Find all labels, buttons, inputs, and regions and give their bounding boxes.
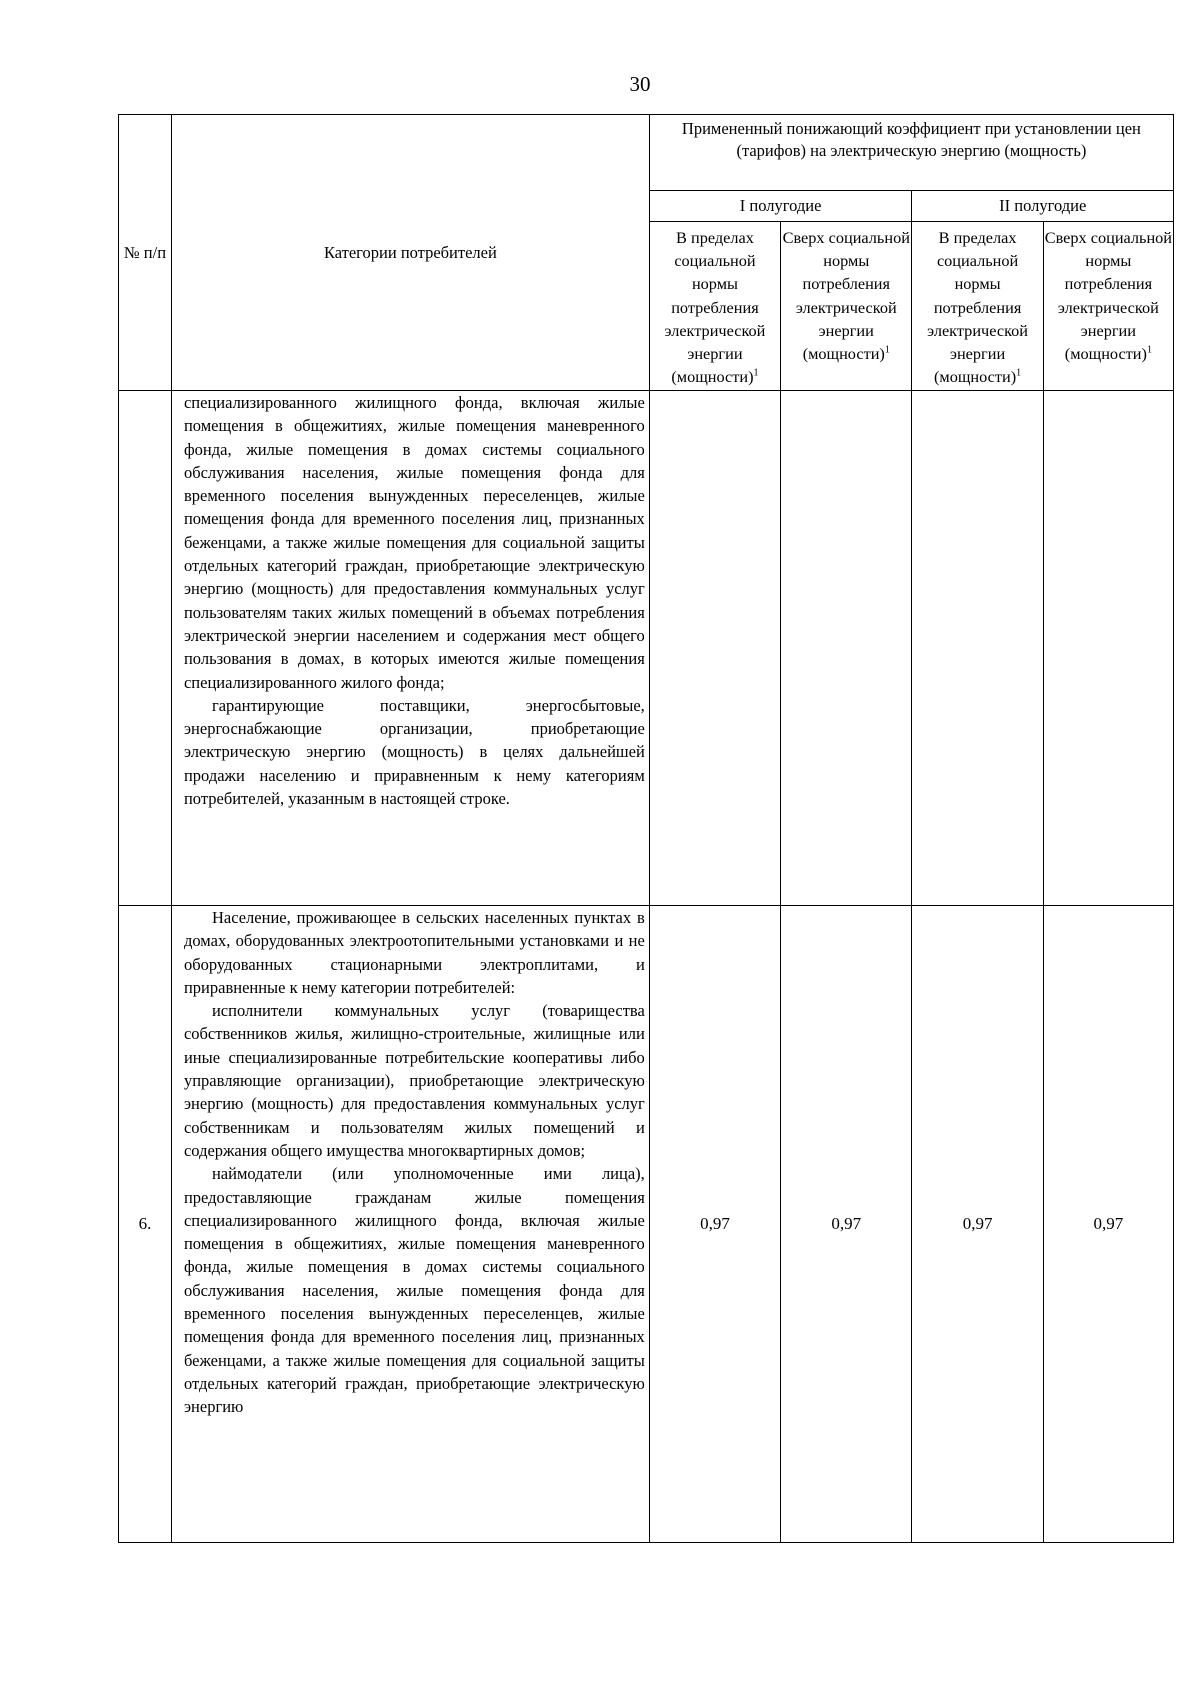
value-h2-above: 0,97 <box>1043 906 1173 1543</box>
row-number <box>119 391 172 906</box>
category-paragraph: исполнители коммунальных услуг (товарищества собственников жилья, жилищно-строительные, жилищные или иные специализированные потребительские кооперативы либо управляющие организации), приобретающие электрическую энергию (мощность) для предоставления коммунальных услуг собственникам и пользователям жилых помещений и содержания общего имущества многоквартирных домов; <box>183 1001 645 1160</box>
category-cell <box>171 391 649 906</box>
footnote-mark: 1 <box>1016 367 1022 379</box>
page-number: 30 <box>629 72 651 96</box>
footnote-mark: 1 <box>884 344 890 356</box>
category-paragraph: специализированного жилищного фонда, включая жилые помещения в общежитиях, жилые помещения маневренного фонда, жилые помещения в домах системы социального обслуживания населения, жилые помещения фонда для временного поселения вынужденных переселенцев, жилые помещения фонда для временного поселения лиц, признанных беженцами, а также жилые помещения для социальной защиты отдельных категорий граждан, приобретающие электрическую энергию (мощность) для предоставления коммунальных услуг пользователям таких жилых помещений в объемах потребления электрической энергии населением и содержания мест общего пользования в домах, в которых имеются жилые помещения специализированного жилого фонда; <box>183 393 645 692</box>
value-h2-within: 0,97 <box>912 906 1043 1543</box>
header-h1-above-norm <box>781 222 912 391</box>
value-h2-above <box>1043 391 1173 906</box>
footnote-mark: 1 <box>1146 344 1152 356</box>
header-h2-within-norm <box>912 222 1043 391</box>
header-category: Категории потребителей <box>171 115 649 391</box>
tariff-coefficient-table <box>118 114 1174 1543</box>
value-h1-within: 0,97 <box>649 906 780 1543</box>
table-row <box>119 391 1174 906</box>
header-number: № п/п <box>119 115 172 391</box>
category-cell <box>171 906 649 1543</box>
value-h1-above: 0,97 <box>781 906 912 1543</box>
header-h1-within-norm <box>649 222 780 391</box>
category-paragraph: Население, проживающее в сельских населенных пунктах в домах, оборудованных электроотопительными установками и не оборудованных стационарными электроплитами, и приравненные к нему категории потребителей: <box>183 908 645 997</box>
header-h2-above-norm-text: Сверх социальной нормы потребления электрической энергии (мощности) <box>1044 228 1173 364</box>
header-h2-within-norm-text: В пределах социальной нормы потребления электрической энергии (мощности) <box>927 228 1029 387</box>
value-h2-within <box>912 391 1043 906</box>
header-half-2: II полугодие <box>912 191 1174 222</box>
header-h2-above-norm <box>1043 222 1173 391</box>
category-paragraph: гарантирующие поставщики, энергосбытовые, энергоснабжающие организации, приобретающие электрическую энергию (мощность) в целях дальнейшей продажи населению и приравненным к нему категориям потребителей, указанным в настоящей строке. <box>183 695 645 809</box>
header-coefficient: Примененный понижающий коэффициент при установлении цен (тарифов) на электрическую энергию (мощность) <box>649 115 1173 191</box>
header-half-1: I полугодие <box>649 191 912 222</box>
footnote-mark: 1 <box>753 367 759 379</box>
table-row <box>119 906 1174 1543</box>
category-paragraph: наймодатели (или уполномоченные ими лица), предоставляющие гражданам жилые помещения специализированного жилищного фонда, включая жилые помещения в общежитиях, жилые помещения маневренного фонда, жилые помещения в домах системы социального обслуживания населения, жилые помещения фонда для временного поселения вынужденных переселенцев, жилые помещения фонда для временного поселения лиц, признанных беженцами, а также жилые помещения для социальной защиты отдельных категорий граждан, приобретающие электрическую энергию <box>183 1164 645 1417</box>
value-h1-within <box>649 391 780 906</box>
header-h1-above-norm-text: Сверх социальной нормы потребления электрической энергии (мощности) <box>782 228 910 364</box>
header-h1-within-norm-text: В пределах социальной нормы потребления электрической энергии (мощности) <box>664 228 766 387</box>
row-number: 6. <box>119 906 172 1543</box>
value-h1-above <box>781 391 912 906</box>
